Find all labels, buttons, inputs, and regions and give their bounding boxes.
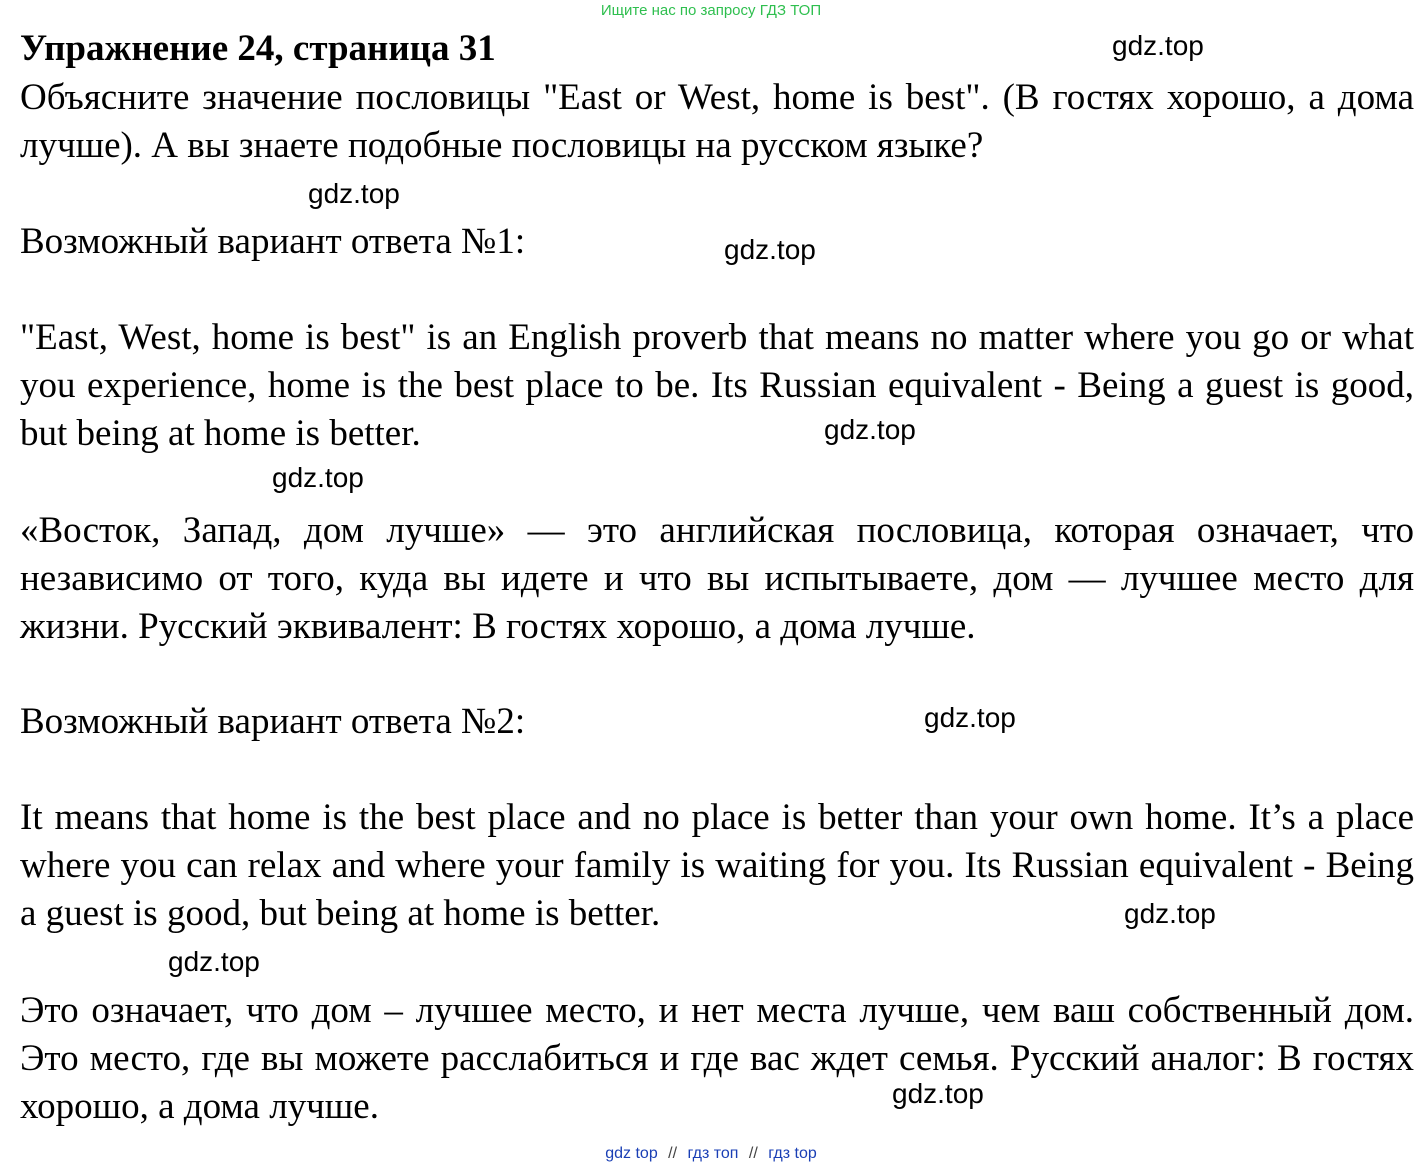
watermark: gdz.top [724, 234, 816, 265]
top-banner: Ищите нас по запросу ГДЗ ТОП [600, 2, 822, 19]
footer-separator: // [748, 1145, 758, 1162]
answer2-english: It means that home is the best place and no place is better than your own home. It’s a place where you can relax and where your family is waiting for you. Its Russian equivalent - Being a guest is good, but being at home is better. [20, 797, 1414, 934]
footer-link-gdz-top[interactable]: gdz top [605, 1145, 658, 1162]
page-title: Упражнение 24, страница 31 [20, 28, 496, 69]
answer1-russian: «Восток, Запад, дом лучше» — это английская пословица, которая означает, что независимо от того, куда вы идете и что вы испытываете, дом — лучшее место для жизни. Русский эквивалент: В гостях хорошо, а дома лучше. [20, 510, 1414, 647]
watermark: gdz.top [308, 178, 400, 209]
footer-link-gdz-top-ru[interactable]: гдз топ [687, 1145, 739, 1162]
watermark: gdz.top [272, 462, 364, 493]
watermark: gdz.top [924, 702, 1016, 733]
watermark: gdz.top [824, 414, 916, 445]
watermark: gdz.top [168, 946, 260, 977]
watermark: gdz.top [892, 1078, 984, 1109]
answer1-english: "East, West, home is best" is an English proverb that means no matter where you go or what you experience, home is the best place to be. Its Russian equivalent - Being a guest is good, but being at home is better. [20, 317, 1414, 454]
answer2-heading: Возможный вариант ответа №2: [20, 701, 526, 742]
footer-link-gdz-top-mixed[interactable]: гдз top [768, 1145, 817, 1162]
footer-separator: // [668, 1145, 678, 1162]
watermark: gdz.top [1124, 898, 1216, 929]
answer1-heading: Возможный вариант ответа №1: [20, 221, 526, 262]
watermark: gdz.top [1112, 30, 1204, 61]
question-text: Объясните значение пословицы "East or West, home is best". (В гостях хорошо, а дома лучше). А вы знаете подобные пословицы на русском языке? [20, 77, 1414, 166]
answer2-russian: Это означает, что дом – лучшее место, и нет места лучше, чем ваш собственный дом. Это место, где вы можете расслабиться и где вас ждет семья. Русский аналог: В гостях хорошо, а дома лучше. [20, 990, 1414, 1127]
footer-links [0, 1144, 1422, 1164]
